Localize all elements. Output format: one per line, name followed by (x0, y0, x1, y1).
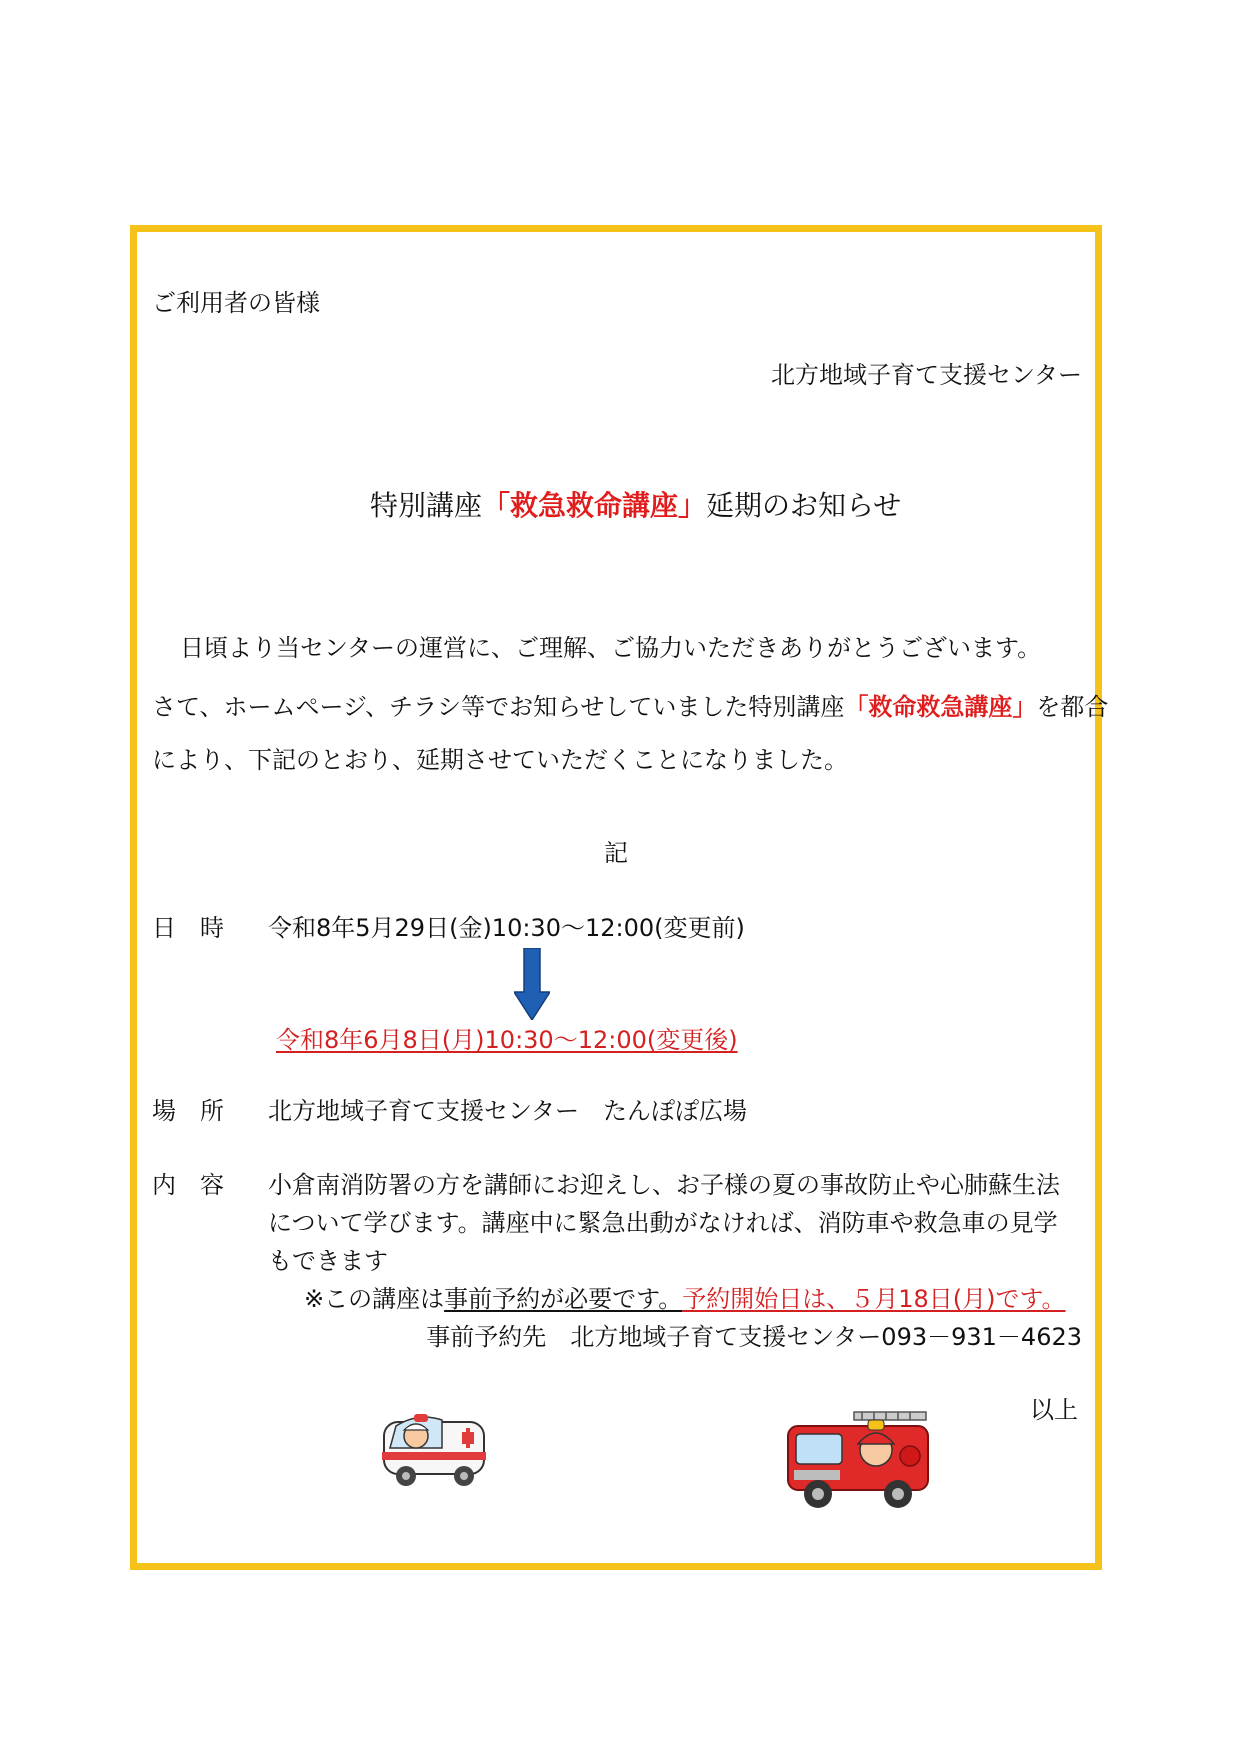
content-line-2: について学びます。講座中に緊急出動がなければ、消防車や救急車の見学 (268, 1209, 1058, 1237)
title-highlight: 「救急救命講座」 (482, 489, 707, 522)
notice-prefix: ※この講座は (304, 1285, 445, 1313)
closing: 以上 (1030, 1396, 1078, 1424)
schedule-after: 令和8年6月8日(月)10:30～12:00(変更後) (276, 1026, 738, 1054)
body-line-2-highlight: 「救命救急講座」 (844, 693, 1037, 721)
body-line-2 (152, 692, 1108, 722)
content-line-1: 小倉南消防署の方を講師にお迎えし、お子様の夏の事故防止や心肺蘇生法 (268, 1171, 1060, 1199)
notice-line (304, 1284, 1066, 1314)
content-line-3: もできます (268, 1247, 388, 1275)
schedule-label: 日 時 (152, 914, 224, 942)
ki-heading: 記 (604, 839, 628, 867)
body-line-3: により、下記のとおり、延期させていただくことになりました。 (152, 746, 848, 774)
down-arrow-icon (514, 948, 550, 1020)
sender: 北方地域子育て支援センター (770, 361, 1082, 389)
body-line-2-suffix: を都合 (1036, 693, 1109, 721)
place-label: 場 所 (152, 1097, 224, 1125)
schedule-before: 令和8年5月29日(金)10:30～12:00(変更前) (268, 914, 745, 942)
ambulance-icon (378, 1408, 490, 1490)
content-label: 内 容 (152, 1171, 224, 1199)
title-prefix: 特別講座 (370, 489, 483, 522)
body-line-2-prefix: さて、ホームページ、チラシ等でお知らせしていました特別講座 (152, 693, 845, 721)
notice-underlined: 事前予約が必要です。 (444, 1285, 683, 1313)
page-title (370, 488, 901, 524)
notice-red: 予約開始日は、５月18日(月)です。 (682, 1285, 1066, 1313)
reservation-contact: 事前予約先 北方地域子育て支援センター093－931－4623 (426, 1323, 1082, 1351)
notice-frame (130, 225, 1102, 1570)
title-suffix: 延期のお知らせ (706, 489, 902, 522)
place-value: 北方地域子育て支援センター たんぽぽ広場 (268, 1097, 748, 1125)
body-line-1: 日頃より当センターの運営に、ご理解、ご協力いただきありがとうございます。 (180, 634, 1042, 662)
salutation: ご利用者の皆様 (152, 289, 320, 317)
fire-truck-icon (784, 1404, 932, 1512)
